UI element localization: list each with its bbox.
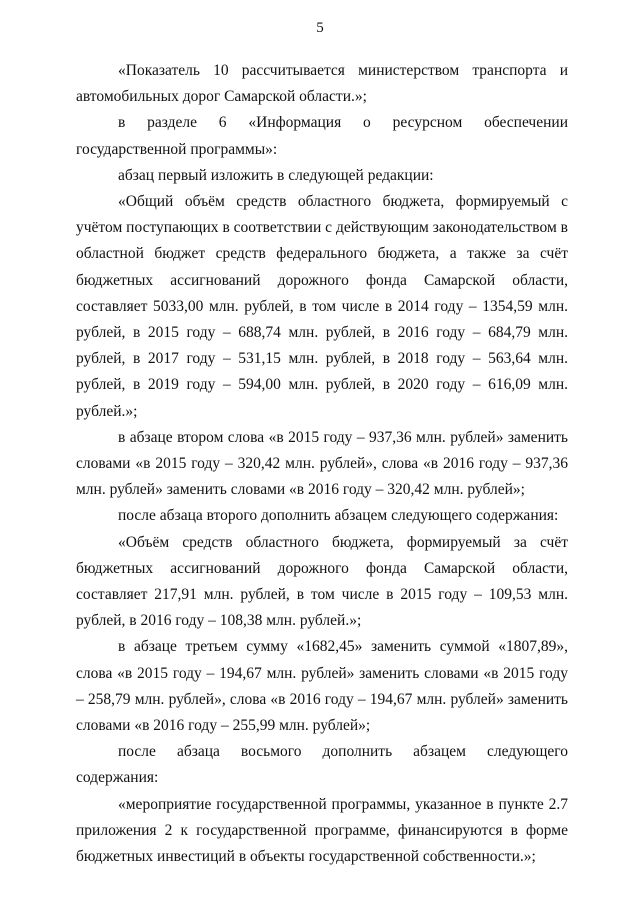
paragraph-indicator-10: «Показатель 10 рассчитывается министерством транспорта и автомобильных дорог Самарской области.»; xyxy=(76,62,568,106)
paragraph-after-eighth: после абзаца восьмого дополнить абзацем следующего содержания: xyxy=(76,743,568,787)
paragraph-total-budget: «Общий объём средств областного бюджета, формируемый с учётом поступающих в соответствии с действующим законодательством в областной бюджет средств федерального бюджета, а также за счёт бюджетных ассигнований дорожного фонда Самарской области, составляет 5033,00 млн. рублей, в том числе в 2014 году – 1354,59 млн. рублей, в 2015 году – 688,74 млн. рублей, в 2016 году – 684,79 млн. рублей, в 2017 году – 531,15 млн. рублей, в 2018 году – 563,64 млн. рублей, в 2019 году – 594,00 млн. рублей, в 2020 году – 616,09 млн. рублей.»; xyxy=(76,193,568,420)
page-number: 5 xyxy=(316,20,324,36)
paragraph-second-abzac-replace: в абзаце втором слова «в 2015 году – 937,36 млн. рублей» заменить словами «в 2015 году – 320,42 млн. рублей», слова «в 2016 году – 937,36 млн. рублей» заменить словами «в 2016 году – 320,42 млн. рублей»; xyxy=(76,428,568,499)
paragraph-first-abzac: абзац первый изложить в следующей редакции: xyxy=(118,166,434,184)
paragraph-third-abzac-replace: в абзаце третьем сумму «1682,45» заменить суммой «1807,89», слова «в 2015 году – 194,67 млн. рублей» заменить словами «в 2015 году – 258,79 млн. рублей», слова «в 2016 году – 194,67 млн. рублей» заменить словами «в 2016 году – 255,99 млн. рублей»; xyxy=(76,638,568,735)
paragraph-after-second: после абзаца второго дополнить абзацем следующего содержания: xyxy=(118,507,559,525)
paragraph-road-fund-volume: «Объём средств областного бюджета, формируемый за счёт бюджетных ассигнований дорожного фонда Самарской области, составляет 217,91 млн. рублей, в том числе в 2015 году – 109,53 млн. рублей, в 2016 году – 108,38 млн. рублей.»; xyxy=(76,533,568,630)
paragraph-section-6: в разделе 6 «Информация о ресурсном обеспечении государственной программы»: xyxy=(76,114,568,158)
document-body xyxy=(76,58,568,870)
paragraph-budget-investments: «мероприятие государственной программы, указанное в пункте 2.7 приложения 2 к государственной программе, финансируются в форме бюджетных инвестиций в объекты государственной собственности.»; xyxy=(76,795,568,866)
